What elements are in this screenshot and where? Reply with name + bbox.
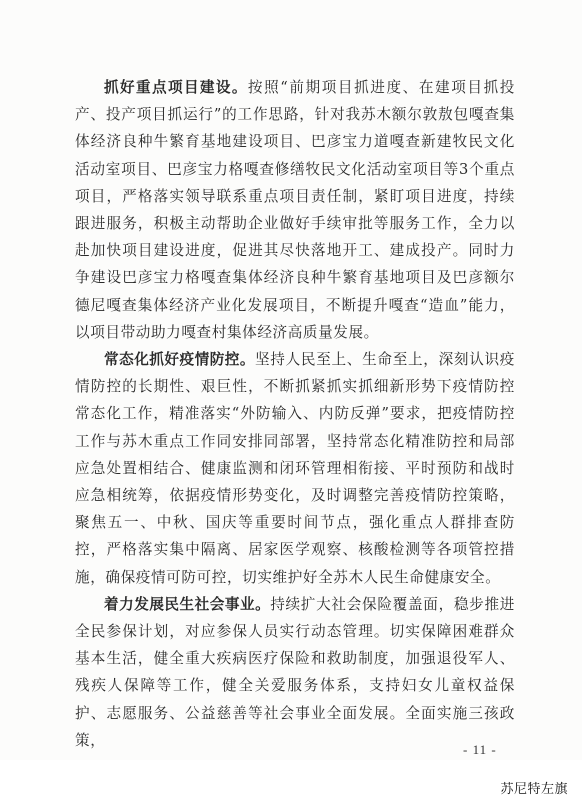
paragraph-heading: 着力发展民生社会事业。 <box>104 595 271 613</box>
footer-source-label: 苏尼特左旗 <box>500 782 568 797</box>
paragraph-text: 按照“前期项目抓进度、在建项目抓投产、投产项目抓运行”的工作思路，针对我苏木额尔敦敖包嘎查集体经济良种牛繁育基地建设项目、巴彦宝力道嘎查新建牧民文化活动室项目、巴彦宝力格嘎查修缮牧民文化活动室项目等3个重点项目，严格落实领导联系重点项目责任制，紧盯项目进度，持续跟进服务，积极主动帮助企业做好手续审批等服务工作，全力以赴加快项目建设进度，促进其尽快落地开工、建成投产。同时力争建设巴彦宝力格嘎查集体经济良种牛繁育基地项目及巴彦额尔德尼嘎查集体经济产业化发展项目，不断提升嘎查“造血”能力，以项目带动助力嘎查村集体经济高质量发展。 <box>75 79 515 341</box>
paragraph-epidemic-control <box>75 346 515 591</box>
paragraph-heading: 常态化抓好疫情防控。 <box>104 351 255 369</box>
paragraph-heading: 抓好重点项目建设。 <box>104 79 248 96</box>
paragraph-text: 坚持人民至上、生命至上，深刻认识疫情防控的长期性、艰巨性，不断抓紧抓实抓细新形势下疫情防控常态化工作，精准落实“外防输入、内防反弹”要求，把疫情防控工作与苏木重点工作同安排同部署，坚持常态化精准防控和局部应急处置相结合、健康监测和闭环管理相衔接、平时预防和战时应急相统筹，依据疫情形势变化，及时调整完善疫情防控策略，聚焦五一、中秋、国庆等重要时间节点，强化重点人群排查防控，严格落实集中隔离、居家医学观察、核酸检测等各项管控措施，确保疫情可防可控，切实维护好全苏木人民生命健康安全。 <box>75 351 515 586</box>
page-number: - 11 - <box>463 742 497 757</box>
document-body <box>75 74 515 754</box>
paragraph-social-welfare <box>75 591 515 754</box>
paragraph-key-projects <box>75 74 515 346</box>
footer-strip <box>0 760 582 800</box>
paragraph-text: 持续扩大社会保险覆盖面，稳步推进全民参保计划，对应参保人员实行动态管理。切实保障困难群众基本生活，健全重大疾病医疗保险和救助制度，加强退役军人、残疾人保障等工作，健全关爱服务体系，支持妇女儿童权益保护、志愿服务、公益慈善等社会事业全面发展。全面实施三孩政策， <box>75 595 515 749</box>
